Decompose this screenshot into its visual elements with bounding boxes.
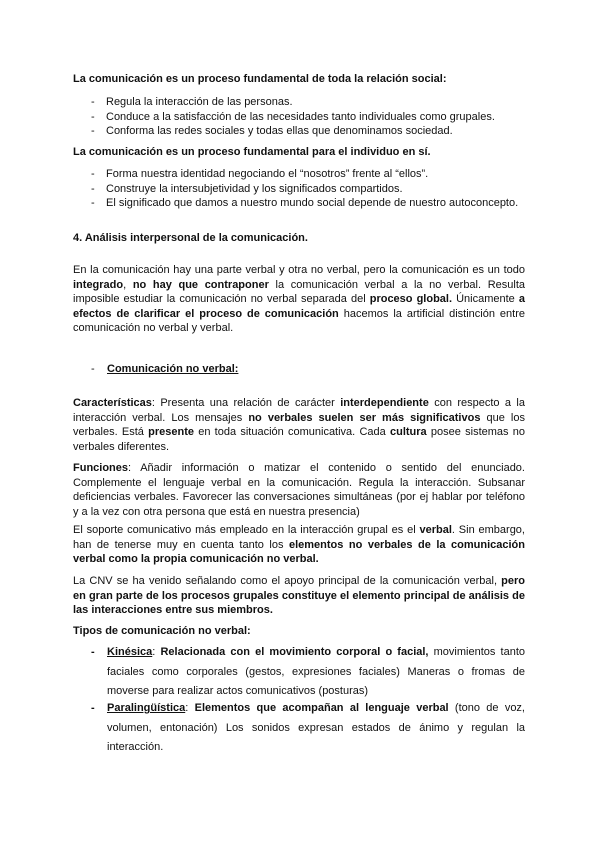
bold-run: cultura [390, 426, 427, 438]
bold-run: presente [148, 426, 194, 438]
bold-run: no hay que contraponer [132, 278, 269, 291]
text-run: posee sistemas no verbales diferentes. [73, 426, 525, 453]
nv-dash: - [91, 363, 95, 375]
bold-run: Características [73, 397, 152, 409]
cnv-paragraph [73, 574, 525, 618]
list-item: - El significado que damos a nuestro mundo social depende de nuestro autoconcepto. [73, 196, 533, 211]
dash: - [91, 702, 95, 714]
text-run: El soporte comunicativo más empleado en la interacción grupal es el [73, 524, 420, 536]
caracteristicas-paragraph [73, 396, 525, 454]
list-item: - Forma nuestra identidad negociando el “nosotros” frente al “ellos”. [73, 167, 533, 182]
text-run: que los verbales. Está [73, 411, 525, 438]
dash: - [91, 646, 95, 658]
text-run: En la comunicación hay una parte verbal y otra no verbal, pero la comunicación es un todo [73, 264, 525, 276]
bold-run: proceso global. [369, 293, 453, 305]
tipo-name: Kinésica [107, 646, 153, 658]
text-run: : Presenta una relación de carácter [151, 397, 341, 409]
bold-run: Funciones [73, 462, 129, 474]
bold-run: interdependiente [340, 397, 429, 409]
intro-paragraph [73, 263, 525, 336]
soporte-paragraph [73, 523, 525, 567]
list-item: - Conforma las redes sociales y todas ellas que denominamos sociedad. [73, 124, 533, 139]
bold-run: no verbales suelen ser más significativos [248, 411, 481, 424]
section-title: 4. Análisis interpersonal de la comunicación. [73, 232, 308, 244]
list-social-functions [73, 95, 533, 139]
bold-run: verbal [419, 524, 452, 536]
text-run: la comunicación verbal a la no verbal. Resulta imposible estudiar la comunicación no verbal separada del [73, 278, 525, 305]
list-item: - Regula la interacción de las personas. [73, 95, 533, 110]
heading-social-process: La comunicación es un proceso fundamental de toda la relación social: [73, 73, 447, 85]
tipo-name: Paralingüística [107, 702, 186, 714]
list-item: - Construye la intersubjetividad y los significados compartidos. [73, 182, 533, 197]
tipo-body [107, 699, 525, 758]
funciones-paragraph [73, 461, 525, 519]
text-run: en toda situación comunicativa. Cada [193, 426, 390, 438]
text-run: Únicamente [452, 293, 519, 305]
bold-run: Elementos que acompañan al lenguaje verbal [194, 702, 449, 714]
heading-individual-process: La comunicación es un proceso fundamental para el individuo en sí. [73, 146, 431, 158]
bold-run: a efectos de clarificar el proceso de comunicación [73, 293, 525, 320]
text-run: hacemos la artificial distinción entre comunicación no verbal y verbal. [73, 307, 525, 334]
tipo-body [107, 643, 525, 702]
list-individual-functions [73, 167, 533, 211]
list-item: - Conduce a la satisfacción de las necesidades tanto individuales como grupales. [73, 110, 533, 125]
tipos-title: Tipos de comunicación no verbal: [73, 625, 251, 637]
text-run: : Añadir información o matizar el contenido o sentido del enunciado. Complemente el lenguaje verbal en la comunicación. Regula la interacción. Subsanar deficiencias verbales. Favorecer las conversaciones simultáneas (por ej hablar por teléfono y a la vez con otra persona que está en nuestra presencia) [73, 462, 525, 518]
text-run: : [152, 646, 161, 658]
text-run: La CNV se ha venido señalando como el apoyo principal de la comunicación verbal, [73, 575, 502, 587]
nv-title: Comunicación no verbal: [107, 363, 239, 375]
text-run: movimientos tanto faciales como corporales (gestos, expresiones faciales) Maneras o fromas de moverse para realizar actos comunicativos (posturas) [107, 646, 525, 697]
text-run: , [123, 278, 133, 291]
bold-run: Relacionada con el movimiento corporal o facial, [160, 646, 429, 658]
bold-run: elementos no verbales de la comunicación verbal como la propia comunicación no verbal. [73, 538, 525, 565]
text-run: : [185, 702, 195, 714]
text-run: . Sin embargo, han de tenerse muy en cuenta tanto los [73, 524, 525, 551]
bold-run: pero en gran parte de los procesos grupales constituye el elemento principal de análisis de las interacciones entre sus miembros. [73, 575, 525, 616]
text-run: (tono de voz, volumen, entonación) Los sonidos expresan estados de ánimo y regulan la interacción. [107, 702, 525, 753]
bold-run: integrado [73, 278, 124, 291]
text-run: con respecto a la interacción verbal. Los mensajes [73, 397, 525, 424]
